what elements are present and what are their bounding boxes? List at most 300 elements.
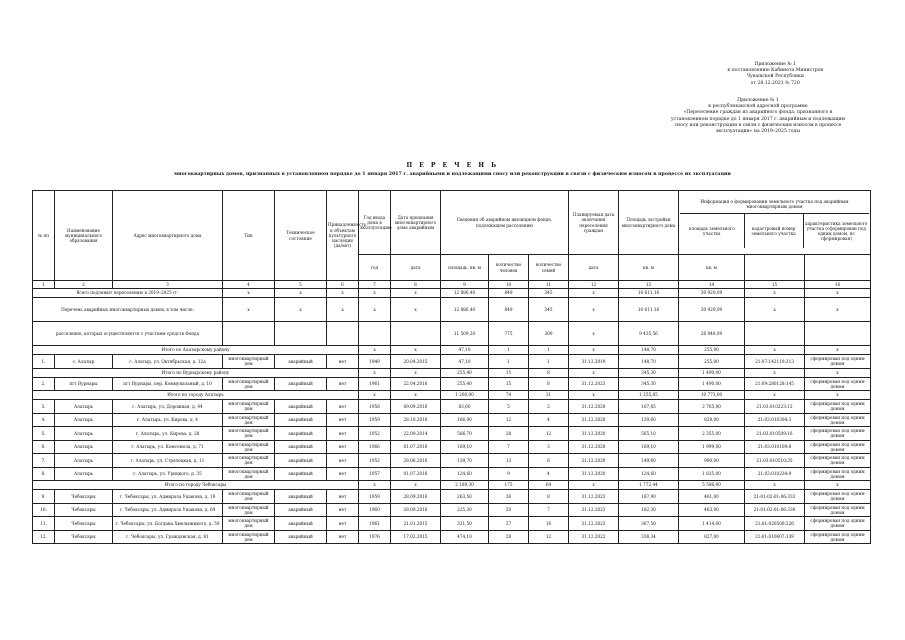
approval-1-line: Приложение № 1 (754, 62, 797, 67)
row-building-area: 149,60 (619, 454, 679, 468)
table-row (33, 400, 871, 414)
row-condition: аварийный (275, 400, 327, 414)
row-area: 474,10 (441, 530, 489, 544)
row-address: г. Алатырь, ул. Кирова, д. 4 (113, 413, 223, 427)
row-heritage: нет (327, 454, 359, 468)
row-address: г. Чебоксары, ул. Гражданская, д. 81 (113, 530, 223, 544)
row-heritage: нет (327, 355, 359, 369)
row-date: 01.07.2016 (391, 440, 441, 454)
row-land-area: 2 355,00 (679, 427, 745, 441)
summary-cell: х (223, 289, 275, 298)
col-number: 1 (33, 281, 55, 289)
summary-cell (391, 322, 441, 346)
row-type: многоквартирный дом (223, 517, 275, 531)
row-municipality: Чебоксары (55, 517, 113, 531)
row-area: 169,10 (441, 440, 489, 454)
summary-row (33, 298, 871, 322)
row-condition: аварийный (275, 440, 327, 454)
row-building-area: 345,30 (619, 377, 679, 391)
row-type: многоквартирный дом (223, 355, 275, 369)
row-year: 1958 (359, 400, 391, 414)
group-cell: 31 (529, 391, 569, 400)
header-land-sqm: кв. м (679, 255, 745, 281)
row-land-area: 1 414,00 (679, 517, 745, 531)
group-cell: 1 772,44 (619, 481, 679, 490)
row-heritage: нет (327, 517, 359, 531)
row-planned-date: 31.12.2020 (569, 413, 619, 427)
row-number: 2. (33, 377, 55, 391)
row-address: г. Алатырь, ул. Стрелецкая, д. 11 (113, 454, 223, 468)
row-municipality: Алатырь (55, 400, 113, 414)
row-planned-date: 31.12.2023 (569, 490, 619, 504)
group-cell: 74 (489, 391, 529, 400)
row-land-area: 829,00 (679, 413, 745, 427)
row-type: многоквартирный дом (223, 400, 275, 414)
row-land-area: 255,00 (679, 355, 745, 369)
summary-cell: х (275, 298, 327, 322)
row-condition: аварийный (275, 467, 327, 481)
row-municipality: Алатырь (55, 454, 113, 468)
group-cell: 47,10 (441, 346, 489, 355)
group-cell: 1 (529, 346, 569, 355)
row-building-area: 107,85 (619, 400, 679, 414)
row-characteristic: сформирован под одним домом (805, 530, 871, 544)
row-cadastral: 21:03:010509:16 (745, 427, 805, 441)
group-cell: 64 (529, 481, 569, 490)
table-row (33, 355, 871, 369)
row-year: 1949 (359, 355, 391, 369)
row-condition: аварийный (275, 490, 327, 504)
group-label: Итого по городу Алатырь (33, 391, 359, 400)
group-cell: х (745, 391, 805, 400)
row-area: 166,90 (441, 413, 489, 427)
summary-cell: х (359, 298, 391, 322)
row-building-area: 187,90 (619, 490, 679, 504)
col-number: 4 (223, 281, 275, 289)
col-number: 8 (391, 281, 441, 289)
row-address: г. Алатырь, ул. Комсомола, д. 71 (113, 440, 223, 454)
header-recognition: Дата признания многоквартирного дома аварийным (391, 191, 441, 255)
row-families: 2 (529, 400, 569, 414)
approval-2-line: Приложение № 1 (737, 98, 779, 103)
header-land (679, 191, 871, 255)
row-residents: 5 (489, 400, 529, 414)
row-date: 09.09.2016 (391, 400, 441, 414)
row-families: 7 (529, 503, 569, 517)
row-characteristic: сформирован под одним домом (805, 467, 871, 481)
row-characteristic: сформирован под одним домом (805, 413, 871, 427)
group-label: Итого по городу Чебоксары (33, 481, 359, 490)
row-number: 6. (33, 440, 55, 454)
summary-cell (359, 322, 391, 346)
summary-cell: х (391, 289, 441, 298)
summary-cell: 30 929,09 (679, 298, 745, 322)
table-row (33, 490, 871, 504)
col-number: 16 (805, 281, 871, 289)
row-date: 28.09.2016 (391, 490, 441, 504)
row-number: 12. (33, 530, 55, 544)
row-planned-date: 31.12.2020 (569, 440, 619, 454)
summary-cell (275, 322, 327, 346)
row-area: 225,30 (441, 503, 489, 517)
row-number: 10. (33, 503, 55, 517)
row-heritage: нет (327, 530, 359, 544)
row-municipality: Чебоксары (55, 490, 113, 504)
group-cell: х (805, 368, 871, 377)
row-characteristic: сформирован под одним домом (805, 400, 871, 414)
header-residents: количество человек (489, 255, 529, 281)
row-cadastral: 21:03:010304:3 (745, 413, 805, 427)
group-cell: 148,70 (619, 346, 679, 355)
row-number: 8. (33, 467, 55, 481)
approval-1-line: от 28.12.2021 № 720 (750, 80, 800, 86)
row-municipality: Чебоксары (55, 503, 113, 517)
summary-cell: 775 (489, 322, 529, 346)
header-date2: дата (569, 255, 619, 281)
row-cadastral: 21:07:142119:313 (745, 355, 805, 369)
row-municipality: с. Алатыр (55, 355, 113, 369)
row-heritage: нет (327, 467, 359, 481)
row-area: 566,70 (441, 427, 489, 441)
col-number: 12 (569, 281, 619, 289)
table-row (33, 377, 871, 391)
row-year: 1957 (359, 467, 391, 481)
row-address: г. Алатырь, ул. Урицкого, д. 35 (113, 467, 223, 481)
summary-cell: 9 435,56 (619, 322, 679, 346)
col-number: 9 (441, 281, 489, 289)
col-number: 6 (327, 281, 359, 289)
header-cadastral: кадастровый номер земельного участка (744, 214, 803, 248)
row-characteristic: сформирован под одним домом (805, 490, 871, 504)
row-planned-date: 31.12.2020 (569, 454, 619, 468)
row-families: 16 (529, 517, 569, 531)
row-families: 4 (529, 467, 569, 481)
row-planned-date: 31.12.2019 (569, 355, 619, 369)
row-residents: 9 (489, 467, 529, 481)
group-cell: 255,00 (679, 346, 745, 355)
group-label: Итого по Алатырскому району (33, 346, 359, 355)
row-cadastral: 21:01:010607:139 (745, 530, 805, 544)
header-land-title: Информация о формировании земельного участка под аварийным многоквартирным домом (700, 199, 849, 210)
group-cell: 1 255,85 (619, 391, 679, 400)
summary-cell: 849 (489, 289, 529, 298)
row-families: 8 (529, 490, 569, 504)
row-families: 8 (529, 377, 569, 391)
summary-cell: 30 929,09 (679, 289, 745, 298)
header-address: Адрес многоквартирного дома (113, 191, 223, 281)
approval-2-line: сносу или реконструкции в связи с физическим износом в процессе (674, 122, 842, 128)
summary-cell: х (569, 298, 619, 322)
group-cell: х (745, 346, 805, 355)
row-condition: аварийный (275, 454, 327, 468)
row-cadastral: 21:01:02:01:06:330 (745, 503, 805, 517)
table-row (33, 440, 871, 454)
row-residents: 28 (489, 427, 529, 441)
row-year: 1952 (359, 454, 391, 468)
row-residents: 7 (489, 440, 529, 454)
row-date: 17.02.2015 (391, 530, 441, 544)
row-number: 7. (33, 454, 55, 468)
row-building-area: 124,60 (619, 467, 679, 481)
row-heritage: нет (327, 440, 359, 454)
group-cell: 1 (489, 346, 529, 355)
row-municipality: Алатырь (55, 467, 113, 481)
group-cell: 5 586,00 (679, 481, 745, 490)
row-condition: аварийный (275, 503, 327, 517)
group-cell: х (569, 481, 619, 490)
group-cell: х (569, 391, 619, 400)
row-planned-date: 31.12.2023 (569, 377, 619, 391)
summary-cell: х (745, 298, 805, 322)
row-type: многоквартирный дом (223, 454, 275, 468)
row-land-area: 990,00 (679, 454, 745, 468)
row-year: 1959 (359, 490, 391, 504)
row-building-area: 565,10 (619, 427, 679, 441)
row-heritage: нет (327, 490, 359, 504)
row-date: 28.10.2016 (391, 413, 441, 427)
row-land-area: 461,00 (679, 490, 745, 504)
group-cell: х (745, 481, 805, 490)
row-condition: аварийный (275, 427, 327, 441)
group-cell: 175 (489, 481, 529, 490)
column-number-row (33, 281, 871, 289)
row-type: многоквартирный дом (223, 377, 275, 391)
col-number: 14 (679, 281, 745, 289)
summary-cell: 26 948,09 (679, 322, 745, 346)
row-land-area: 1 835,00 (679, 467, 745, 481)
group-cell: х (359, 346, 391, 355)
table-row (33, 530, 871, 544)
row-area: 139,70 (441, 454, 489, 468)
approval-stamp-1 (727, 62, 823, 87)
group-cell: х (745, 368, 805, 377)
summary-cell: 849 (489, 298, 529, 322)
row-type: многоквартирный дом (223, 440, 275, 454)
header-year-built: Год ввода дома в эксплуатацию (359, 191, 391, 255)
row-families: 6 (529, 454, 569, 468)
row-cadastral: 21:09:280128:145 (745, 377, 805, 391)
row-date: 22.09.2014 (391, 427, 441, 441)
row-area: 321,50 (441, 517, 489, 531)
row-date: 28.09.2016 (391, 503, 441, 517)
table-row (33, 454, 871, 468)
row-building-area: 182,30 (619, 503, 679, 517)
row-residents: 27 (489, 517, 529, 531)
summary-cell: 309 (529, 322, 569, 346)
row-heritage: нет (327, 377, 359, 391)
row-land-area: 827,00 (679, 530, 745, 544)
row-type: многоквартирный дом (223, 427, 275, 441)
group-label: Итого по Вурнарскому району (33, 368, 359, 377)
row-land-area: 1 999,00 (679, 440, 745, 454)
group-cell: х (391, 346, 441, 355)
row-residents: 26 (489, 490, 529, 504)
row-address: г. Чебоксары, ул. Адмирала Ушакова, д. 69 (113, 503, 223, 517)
row-residents: 13 (489, 454, 529, 468)
row-address: с. Алатыр, ул. Октябрьская, д. 12а (113, 355, 223, 369)
approval-2-line: к республиканской адресной программе (708, 104, 808, 110)
row-year: 1960 (359, 503, 391, 517)
row-characteristic: сформирован под одним домом (805, 377, 871, 391)
approval-stamp-2 (671, 98, 845, 135)
row-cadastral: 21:03:010109:8 (745, 440, 805, 454)
row-type: многоквартирный дом (223, 490, 275, 504)
summary-cell: х (223, 298, 275, 322)
header-sqm: кв. м (619, 255, 679, 281)
row-municipality: пгт Вурнары (55, 377, 113, 391)
row-year: 1959 (359, 413, 391, 427)
row-characteristic: сформирован под одним домом (805, 503, 871, 517)
header-resettlement: Сведения об аварийном жилищном фонде, подлежащем расселению (441, 191, 569, 255)
col-number: 3 (113, 281, 223, 289)
table-row (33, 413, 871, 427)
summary-cell: х (327, 298, 359, 322)
summary-cell: х (569, 289, 619, 298)
table-row (33, 467, 871, 481)
row-area: 47,10 (441, 355, 489, 369)
group-cell: 15 (489, 368, 529, 377)
row-area: 83,60 (441, 400, 489, 414)
header-characteristic: характеристика земельного участка (сформирован под одним домом, нс сформирован) (803, 214, 869, 248)
header-land-area: площадь земельного участка (680, 214, 744, 248)
row-heritage: нет (327, 413, 359, 427)
housing-registry-table (32, 190, 871, 544)
summary-cell: 12 886,40 (441, 298, 489, 322)
row-date: 22.04.2016 (391, 377, 441, 391)
row-planned-date: 31.12.2023 (569, 503, 619, 517)
row-municipality: Чебоксары (55, 530, 113, 544)
approval-1-line: к постановлению Кабинета Министров (727, 68, 823, 74)
summary-row (33, 322, 871, 346)
group-cell: 255,40 (441, 368, 489, 377)
table-body (33, 289, 871, 544)
row-cadastral: 21:03:010223:12 (745, 400, 805, 414)
summary-cell: х (805, 298, 871, 322)
summary-cell: х (275, 289, 327, 298)
col-number: 2 (55, 281, 113, 289)
row-building-area: 148,70 (619, 355, 679, 369)
row-number: 1. (33, 355, 55, 369)
row-address: г. Чебоксары, ул. Адмирала Ушакова, д. 19 (113, 490, 223, 504)
col-number: 5 (275, 281, 327, 289)
row-area: 263,50 (441, 490, 489, 504)
land-subheader (680, 213, 869, 248)
row-residents: 20 (489, 503, 529, 517)
row-cadastral: 21:03:010510:35 (745, 454, 805, 468)
table-row (33, 517, 871, 531)
row-characteristic: сформирован под одним домом (805, 454, 871, 468)
group-cell: х (569, 368, 619, 377)
group-total-row (33, 368, 871, 377)
col-number: 7 (359, 281, 391, 289)
group-cell: х (569, 346, 619, 355)
row-address: г. Алатырь, ул. Кирова, д. 28 (113, 427, 223, 441)
row-characteristic: сформирован под одним домом (805, 355, 871, 369)
group-total-row (33, 346, 871, 355)
group-cell: 8 (529, 368, 569, 377)
row-year: 1976 (359, 530, 391, 544)
row-year: 1966 (359, 440, 391, 454)
row-date: 01.07.2016 (391, 467, 441, 481)
summary-cell: 345 (529, 289, 569, 298)
header-area-living: площадь, кв. м (441, 255, 489, 281)
summary-label: Всего подлежит переселению в 2019–2025 гг. (33, 289, 223, 298)
row-type: многоквартирный дом (223, 413, 275, 427)
summary-cell: 12 886,40 (441, 289, 489, 298)
row-building-area: 139,60 (619, 413, 679, 427)
header-blank (805, 255, 871, 281)
table-row (33, 503, 871, 517)
header-num: № пп (33, 191, 55, 281)
row-cadastral: 21:01:020509:226 (745, 517, 805, 531)
header-planned-date: Планируемая дата окончания переселения граждан (569, 191, 619, 255)
group-cell: х (391, 481, 441, 490)
row-heritage: нет (327, 503, 359, 517)
group-cell: х (805, 391, 871, 400)
group-cell: х (805, 481, 871, 490)
document-subtitle: многоквартирных домов, признанных в установленном порядке до 1 января 2017 г. аварийными и подлежащими сносу или реконструкции в связи с физическим износом в процессе их эксплуатации (174, 172, 731, 177)
row-address: г. Алатырь, ул. Дорожная, д. 44 (113, 400, 223, 414)
row-families: 4 (529, 413, 569, 427)
row-condition: аварийный (275, 517, 327, 531)
row-type: многоквартирный дом (223, 503, 275, 517)
row-characteristic: сформирован под одним домом (805, 427, 871, 441)
summary-cell (745, 322, 805, 346)
group-cell: х (805, 346, 871, 355)
row-condition: аварийный (275, 413, 327, 427)
group-cell: х (359, 368, 391, 377)
summary-cell (223, 322, 275, 346)
row-date: 20.04.2015 (391, 355, 441, 369)
group-cell: х (359, 391, 391, 400)
col-number: 10 (489, 281, 529, 289)
document-heading: П Е Р Е Ч Е Н Ь (406, 162, 499, 169)
col-number: 13 (619, 281, 679, 289)
header-building-area: Площадь застройки многоквартирного дома (619, 191, 679, 255)
row-characteristic: сформирован под одним домом (805, 517, 871, 531)
group-cell: 1 490,00 (679, 368, 745, 377)
row-number: 3. (33, 400, 55, 414)
header-municipality: Наименование муниципального образования (55, 191, 113, 281)
group-cell: х (359, 481, 391, 490)
row-cadastral: 21:03:010234:9 (745, 467, 805, 481)
col-number: 15 (745, 281, 805, 289)
row-type: многоквартирный дом (223, 530, 275, 544)
row-land-area: 463,00 (679, 503, 745, 517)
row-address: пгт Вурнары, пер. Коммунальный, д. 10 (113, 377, 223, 391)
group-cell: 1 260,00 (441, 391, 489, 400)
row-condition: аварийный (275, 355, 327, 369)
summary-cell: х (745, 289, 805, 298)
row-residents: 28 (489, 530, 529, 544)
row-year: 1961 (359, 517, 391, 531)
col-number: 11 (529, 281, 569, 289)
approval-2-line: «Переселение граждан из аварийного фонда, признанного в (683, 110, 833, 116)
row-planned-date: 31.12.2020 (569, 427, 619, 441)
group-cell: 2 189,30 (441, 481, 489, 490)
row-condition: аварийный (275, 530, 327, 544)
header-heritage: Принадлежность к объектам культурного наследия (да/нет) (327, 191, 359, 281)
summary-cell: 11 509,20 (441, 322, 489, 346)
row-area: 124,60 (441, 467, 489, 481)
row-planned-date: 31.12.2022 (569, 530, 619, 544)
group-cell: х (391, 368, 441, 377)
header-type: Тип (223, 191, 275, 281)
approval-2-line: установленном порядке до 1 января 2017 г. аварийным и подлежащим (670, 116, 845, 122)
row-area: 255,40 (441, 377, 489, 391)
approval-1-line: Чувашской Республики (746, 74, 804, 80)
group-total-row (33, 481, 871, 490)
